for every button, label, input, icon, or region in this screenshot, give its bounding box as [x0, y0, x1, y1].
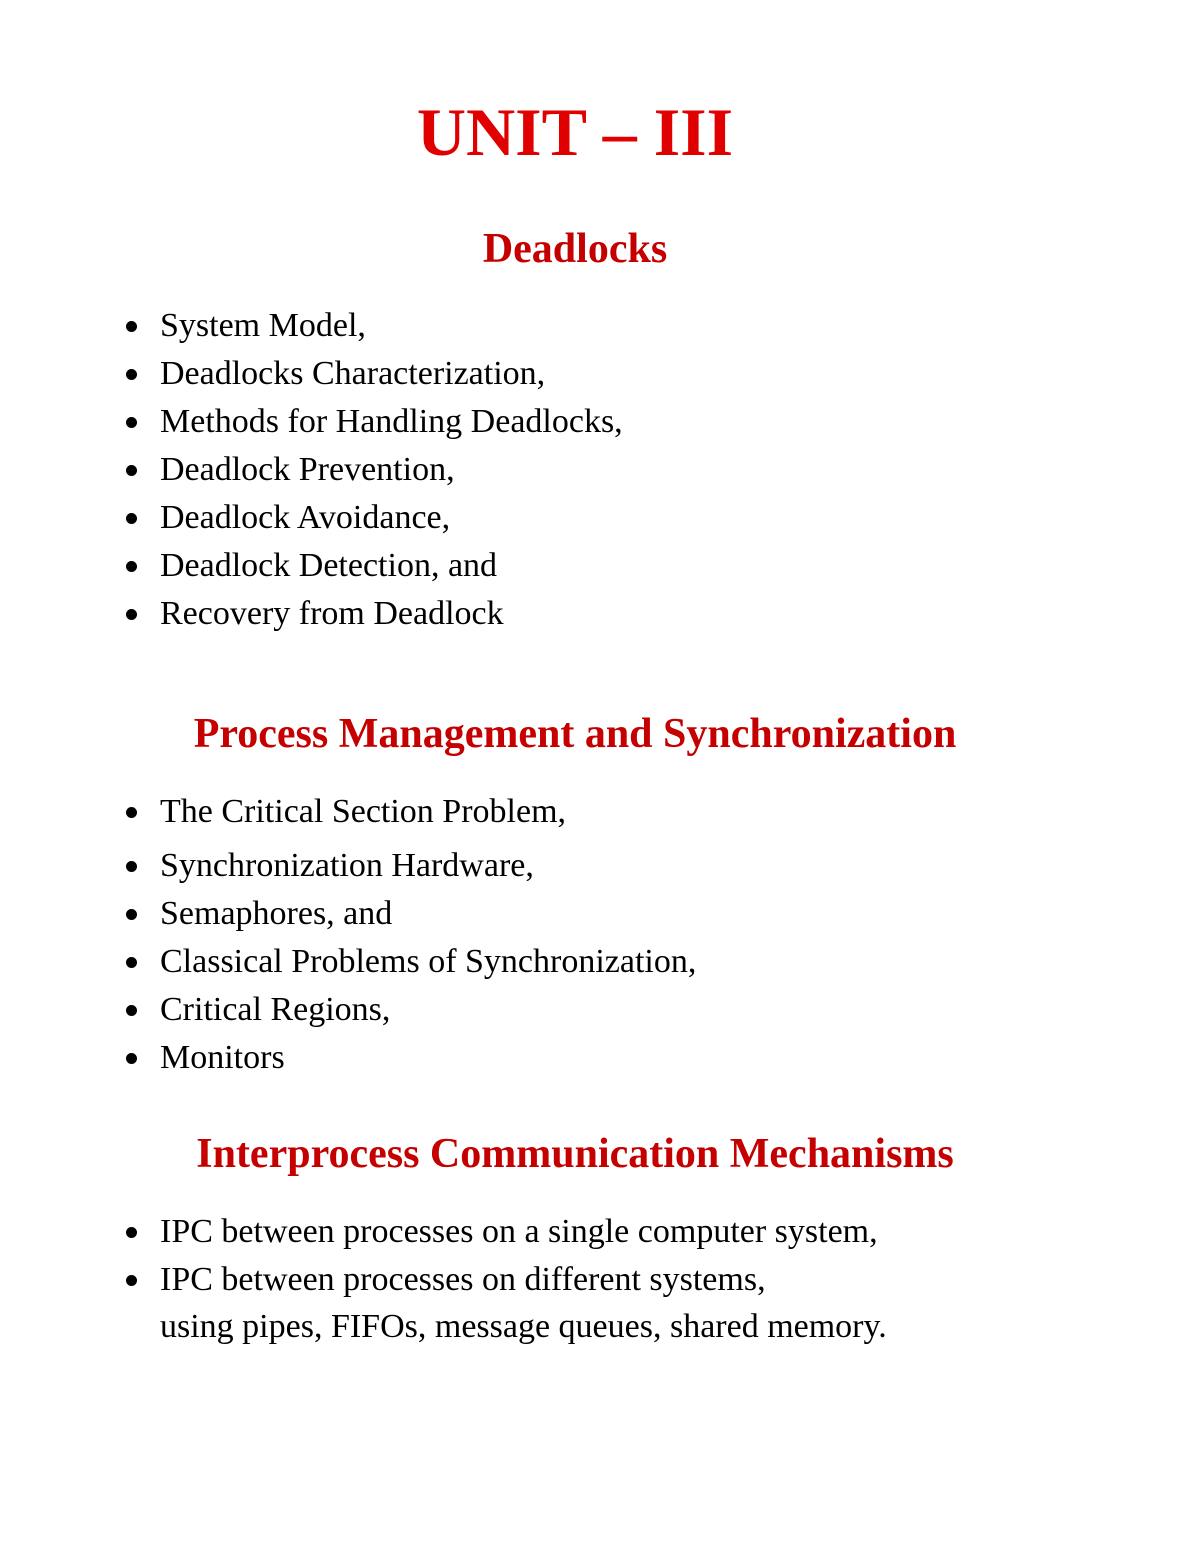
list-item-text: IPC between processes on a single computer system, — [160, 1213, 878, 1250]
bullet-icon — [126, 1053, 137, 1064]
section-heading-ipc: Interprocess Communication Mechanisms — [196, 1131, 954, 1177]
list-item — [124, 1208, 887, 1256]
list-item-text: Deadlock Detection, and — [160, 547, 498, 584]
section-heading-process-management: Process Management and Synchronization — [193, 711, 957, 757]
list-item — [124, 938, 696, 986]
list-item — [124, 788, 696, 836]
list-item-text: Deadlock Prevention, — [160, 451, 455, 488]
list-item-text: Synchronization Hardware, — [160, 847, 534, 884]
list-item — [124, 1034, 696, 1082]
section-heading-deadlocks: Deadlocks — [482, 226, 668, 272]
bullet-icon — [126, 1275, 137, 1286]
bullet-icon — [126, 1227, 137, 1238]
bullet-icon — [126, 465, 137, 476]
deadlocks-topic-list — [124, 302, 623, 638]
unit-title: UNIT – III — [416, 94, 734, 170]
bullet-icon — [126, 1005, 137, 1016]
bullet-icon — [126, 909, 137, 920]
list-item-text: Classical Problems of Synchronization, — [160, 943, 697, 980]
list-item-text: IPC between processes on different systems, — [160, 1261, 766, 1298]
list-item-continuation: using pipes, FIFOs, message queues, shared memory. — [160, 1308, 887, 1345]
list-item — [124, 350, 623, 398]
list-item-text: Deadlock Avoidance, — [160, 499, 451, 536]
ipc-topic-list — [124, 1208, 887, 1350]
list-item — [124, 590, 623, 638]
list-item — [124, 302, 623, 350]
bullet-icon — [126, 369, 137, 380]
process-management-topic-list — [124, 788, 696, 1082]
list-item-text: Monitors — [160, 1039, 285, 1076]
list-item-text: System Model, — [160, 307, 366, 344]
bullet-icon — [126, 957, 137, 968]
list-item — [124, 446, 623, 494]
bullet-icon — [126, 513, 137, 524]
bullet-icon — [126, 321, 137, 332]
bullet-icon — [126, 609, 137, 620]
bullet-icon — [126, 861, 137, 872]
list-item-text: Critical Regions, — [160, 991, 391, 1028]
bullet-icon — [126, 561, 137, 572]
list-item — [124, 398, 623, 446]
bullet-icon — [126, 417, 137, 428]
list-item — [124, 986, 696, 1034]
list-item-text: Deadlocks Characterization, — [160, 355, 546, 392]
list-item — [124, 1256, 887, 1350]
bullet-icon — [126, 807, 137, 818]
list-item-text: Methods for Handling Deadlocks, — [160, 403, 623, 440]
list-item — [124, 842, 696, 890]
list-item-text: Recovery from Deadlock — [160, 595, 504, 632]
list-item-text: The Critical Section Problem, — [160, 793, 567, 830]
list-item — [124, 494, 623, 542]
list-item — [124, 542, 623, 590]
list-item — [124, 890, 696, 938]
list-item-text: Semaphores, and — [160, 895, 393, 932]
